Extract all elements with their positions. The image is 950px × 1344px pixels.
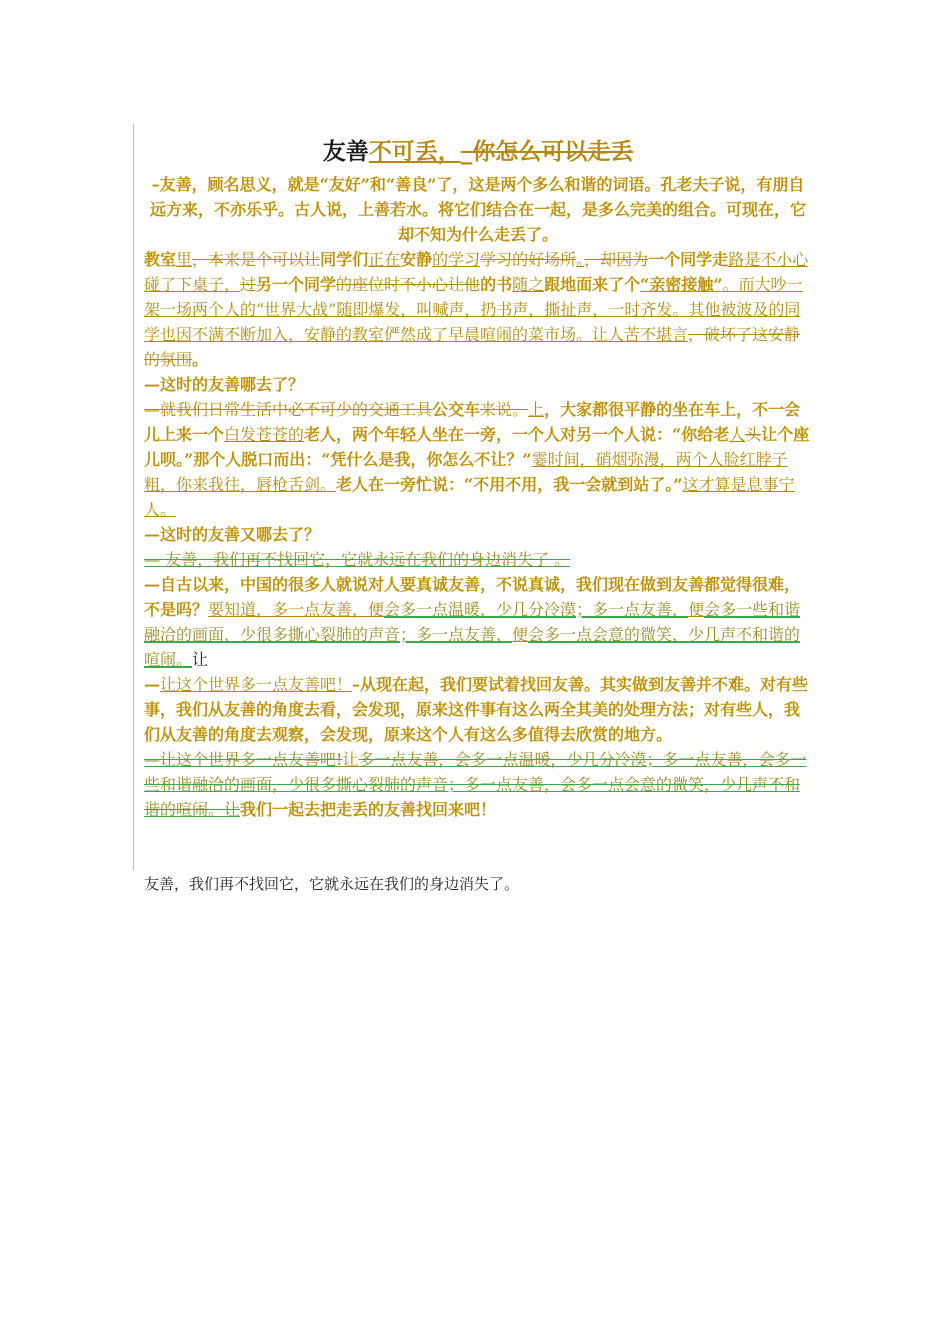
title-part-1: 友善 [322,138,369,165]
text-run: 老人，两个年轻人坐在一旁，一个人对另一个人说：“你给老 [304,425,730,444]
inserted-run: “亲密接触” [640,275,723,294]
text-run: 我们一起去把走丢的友善找回来吧！ [240,800,497,819]
text-run: 老人在一旁忙说：“不用不用，我一会就到站了。” [336,475,683,494]
document-body [144,134,812,822]
inserted-run: 而大吵一架一场两个人的“世界大战”随即爆发，叫喊声，扔书声，撕扯声，一时齐发。其他被波及的同学也因不满不断加入，安静的教室俨然成了早晨喧闹的菜市场。让人苦不堪言 [144,275,803,344]
lost-line [144,547,812,572]
inserted-run: 的学习 [432,250,481,269]
text-run: 跟地面来了个 [544,275,641,294]
now-paragraph [144,672,812,747]
title-deleted-text: _ [460,138,473,165]
title-inserted-text: 不可丢， [368,138,461,165]
inserted-run: 让这个世界多一点友善吧！ [160,675,353,694]
inserted-run: 正在 [368,250,401,269]
inserted-run: 随之 [512,275,545,294]
deleted-run: — 友善，我们再不找回它，它就永远在我们的身边消失了 。 [144,550,571,569]
intro-paragraph: –友善，顾名思义，就是“友好”和“善良”了，这是两个多么和谐的词语。孔老夫子说，有朋自远方来，不亦乐乎。古人说，上善若水。将它们结合在一起，是多么完美的组合。可现在，它却不知为什么走丢了。 [149,175,806,244]
classroom-paragraph [144,247,812,372]
inserted-run: 里 [176,250,193,269]
text-run: 的书 [480,275,513,294]
moved-run: 会多一些和谐融洽的画面，少很多撕心裂肺的声音；多一点友善， [144,600,801,644]
revision-margin-bar [133,124,134,870]
deleted-run: ，却因为 [584,250,649,269]
deleted-run: ， [192,250,209,269]
text-run: —自古以来，中国的很多人就说对人要真诚友善，不说真诚，我们现在做到友善都觉得很难，不是吗？ [144,575,801,619]
deleted-run: 本来是个可以让 [208,250,321,269]
text-run: 同学们 [320,250,369,269]
inserted-run: 白发苍苍的 [224,425,305,444]
text-run: –从现在起，我们要试着找回友善。其实做到友善并不难。对有些事，我们从友善的角度去看，会发现，原来这件事有这么两全其美的处理方法；对有些人，我们从友善的角度去观察，会发现，原来这个人有这么多值得去欣赏的地方。 [144,675,809,744]
text-run: 教室 [144,250,177,269]
text-run: ，大家都很平静的坐在车上，不一会儿上来一个 [144,400,801,444]
final-line: 友善，我们再不找回它，它就永远在我们的身边消失了。 [144,875,520,893]
text-run: 一个同学走 [648,250,729,269]
text-run: 让个座儿呗。”那个人脱口而出：“凭什么是我，你怎么不让？” [144,425,810,469]
inserted-run: 路是不小心碰了下桌子， [144,250,809,294]
inserted-run: 便 [512,625,529,644]
text-run: 另一个同学 [256,275,337,294]
deleted-run: 的座位时不小心让他 [336,275,481,294]
inserted-run: 人 [729,425,746,444]
bus-paragraph [144,397,812,522]
text-run: 。 [192,350,209,369]
inserted-run: 要知道，多一点友善， [208,600,369,619]
deleted-run: 学习的好场所 [480,250,577,269]
inserted-run: 这才算是息事宁人。 [144,475,795,519]
inserted-run: 让 [342,750,359,769]
closing-paragraph [144,747,812,822]
text-run: — [144,675,160,694]
document-title [144,134,812,170]
inserted-run: 便 [368,600,385,619]
inserted-run: 霎时间，硝烟弥漫，两个人脸红脖子粗，你来我往，唇枪舌剑。 [144,450,788,494]
deleted-run: —让这个世界多一点友善吧! [144,750,343,769]
deleted-run: 过 [240,275,257,294]
deleted-run: ，破坏了这安静的氛围 [144,325,801,369]
deleted-run: —就我们日常生活中必不可少的交通工具 [144,400,433,419]
inserted-run: 便 [688,600,705,619]
text-run: 让 [192,650,209,669]
inserted-run: 。 [722,275,739,294]
china-paragraph [144,572,812,672]
text-run: 公交车 [432,400,481,419]
deleted-run: 多一点友善，会多一点温暖，少几分冷漠；多一点友善，会多一些和谐融洽的画面，少很多撕心裂肺的声音；多一点友善，会多一点会意的微笑，少几声不和谐的喧闹。让 [144,750,807,819]
moved-run: 会多一点会意的微笑，少几声不和谐的喧闹。 [144,625,801,669]
text-run: 安静 [400,250,433,269]
question-bus: —这时的友善又哪去了？ [144,525,321,544]
deleted-run: 头 [745,425,762,444]
deleted-run: 来说。 [480,400,529,419]
inserted-run: 上 [528,400,545,419]
moved-run: 会多一点温暖，少几分冷漠；多一点友善， [384,600,689,619]
question-classroom: —这时的友善哪去了？ [144,375,305,394]
title-deleted-phrase: 你怎么可以走丢 [472,138,634,165]
inserted-run: 。 [576,250,585,269]
